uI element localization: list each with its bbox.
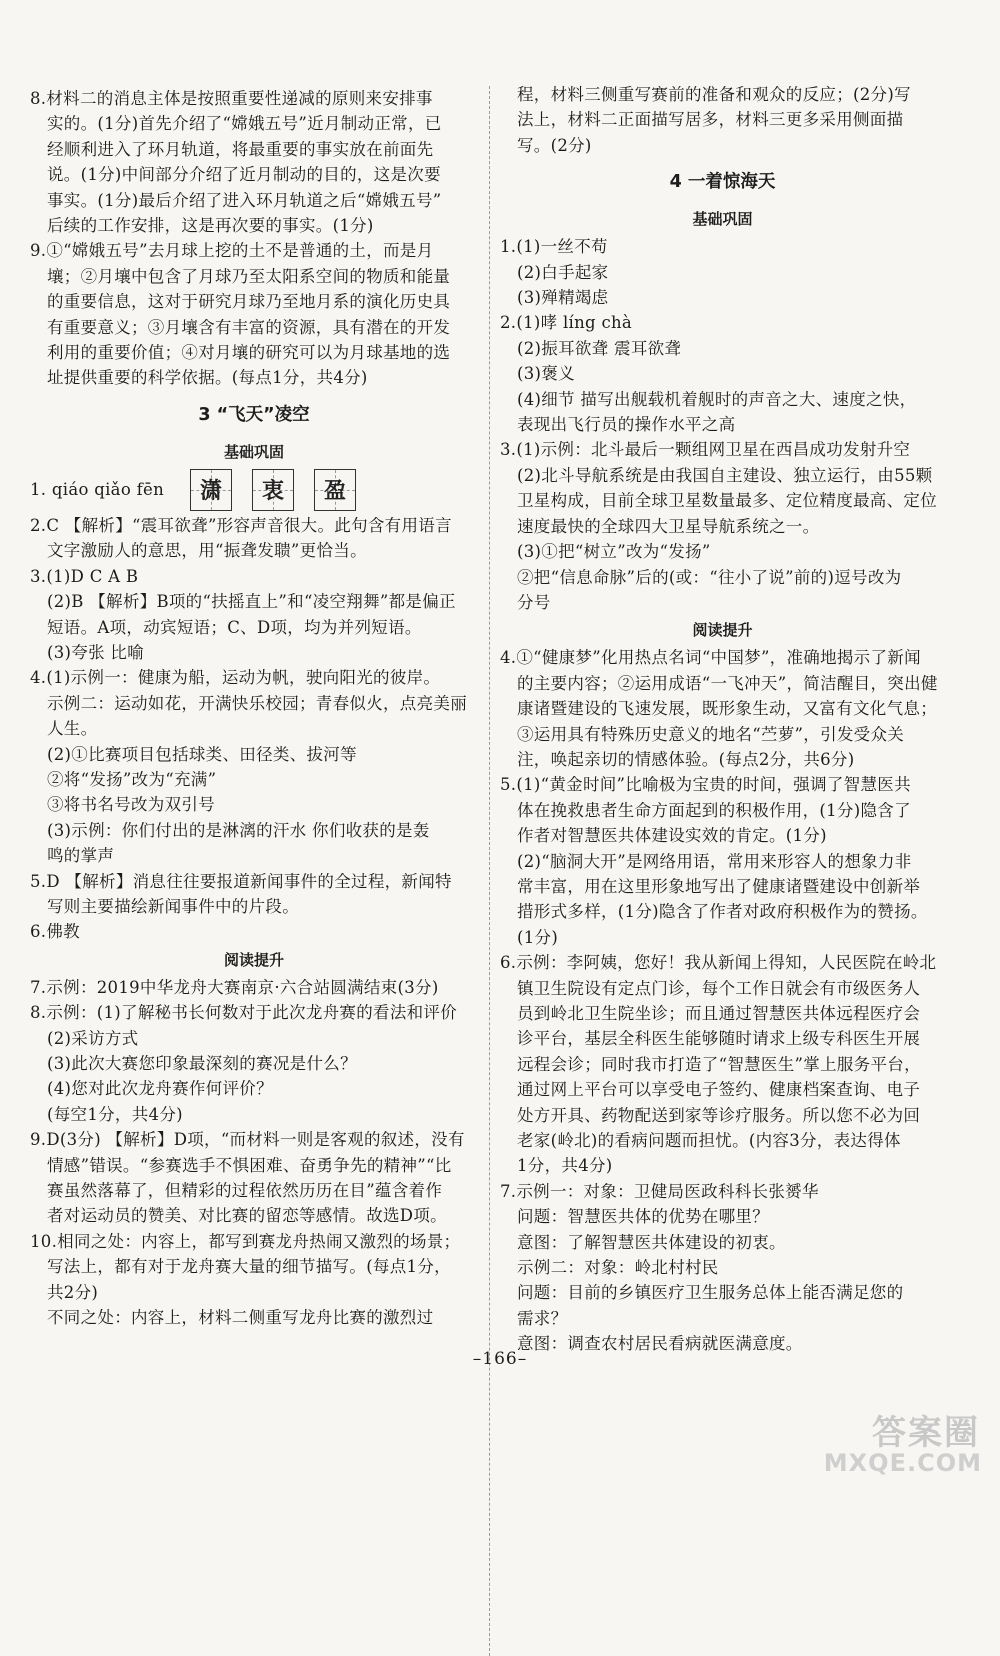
answer-line: 文字激励人的意思，用“振聋发聩”更恰当。: [47, 541, 367, 561]
answer-line: 员到岭北卫生院坐诊；而且通过智慧医共体远程医疗会: [517, 1004, 921, 1023]
text-line: 经顺利进入了环月轨道，将最重要的事实放在前面先: [47, 139, 434, 159]
answer-line: (2)振耳欲聋 震耳欲聋: [517, 338, 682, 358]
answer-line: (3)此次大赛您印象最深刻的赛况是什么？: [47, 1054, 357, 1073]
lesson-3-basic-answers: [30, 513, 478, 945]
answer-line: 常丰富，用在这里形象地写出了健康诸暨建设中创新举: [517, 876, 921, 896]
answer-line: (3)夸张 比喻: [47, 642, 145, 662]
lesson-3-title: 3 “飞天”凌空: [198, 404, 310, 425]
left-column: [30, 86, 478, 1330]
lesson-4-reading-answers: [500, 645, 945, 1356]
answer-line: 诊平台，基层全科医生能够随时请求上级专科医生开展: [517, 1029, 921, 1049]
answer-line: 示例二：运动如花，开满快乐校园；青春似火，点亮美丽: [47, 693, 467, 713]
answer-line: 鸣的掌声: [47, 846, 115, 866]
answer-line: 作者对智慧医共体建设实效的肯定。(1分): [517, 826, 827, 846]
answer-line: (3)示例：你们付出的是淋漓的汗水 你们收获的是轰: [47, 820, 430, 840]
right-column: [500, 82, 945, 1357]
answer-line: 5.(1)“黄金时间”比喻极为宝贵的时间，强调了智慧医共: [500, 775, 911, 795]
text-line: 壤；②月壤中包含了月球乃至太阳系空间的物质和能量: [47, 266, 451, 286]
basic-consolidation-heading: 基础巩固: [223, 442, 284, 461]
answer-line: 短语。A项，动宾短语；C、D项，均为并列短语。: [47, 617, 422, 637]
text-line: 后续的工作安排，这是再次要的事实。(1分): [47, 216, 374, 236]
answer-line: 者对运动员的赞美、对比赛的留恋等感情。故选D项。: [47, 1206, 447, 1226]
character-boxes: [190, 469, 356, 511]
watermark-url: MXQE.COM: [823, 1449, 982, 1477]
answer-line: 7.示例一：对象：卫健局医政科科长张赟华: [500, 1181, 819, 1201]
answer-line: 镇卫生院设有定点门诊，每个工作日就会有市级医务人: [517, 978, 921, 998]
answer-line: (2)采访方式: [47, 1028, 139, 1048]
grid-character: 潇: [199, 479, 222, 505]
q9-answer: [30, 238, 478, 390]
answer-line: 人生。: [47, 719, 98, 739]
answer-line: 注，唤起亲切的情感体验。(每点2分，共6分): [517, 749, 855, 769]
page-number: –166–: [472, 1349, 528, 1369]
answer-line: 6.佛教: [30, 922, 80, 942]
answer-line: (2)“脑洞大开”是网络用语，常用来形容人的想象力非: [517, 851, 912, 871]
lesson-4-basic-answers: [500, 234, 945, 615]
answer-line: (2)B 【解析】B项的“扶摇直上”和“凌空翔舞”都是偏正: [47, 592, 456, 612]
answer-line: 体在挽救患者生命方面起到的积极作用，(1分)隐含了: [517, 800, 911, 820]
answer-line: 卫星构成，目前全球卫星数量最多、定位精度最高、定位: [517, 491, 937, 511]
watermark: [820, 1405, 990, 1485]
answer-line: (2)北斗导航系统是由我国自主建设、独立运行，由55颗: [517, 465, 933, 485]
answer-line: (2)①比赛项目包括球类、田径类、拔河等: [47, 744, 357, 764]
lesson-3-reading-answers: [30, 975, 478, 1331]
text-line: 事实。(1分)最后介绍了进入环月轨道之后“嫦娥五号”: [47, 190, 442, 210]
answer-line: (3)褒义: [517, 364, 575, 384]
text-line: 说。(1分)中间部分介绍了近月制动的目的，这是次要: [47, 165, 441, 185]
text-line: 8.材料二的消息主体是按照重要性递减的原则来安排事: [30, 89, 433, 108]
answer-line: 的主要内容；②运用成语“一飞冲天”，简洁醒目，突出健: [517, 673, 938, 693]
answer-line: 6.示例：李阿姨，您好！我从新闻上得知，人民医院在岭北: [500, 953, 937, 973]
answer-line: 分号: [517, 592, 551, 612]
answer-line: (4)细节 描写出舰载机着舰时的声音之大、速度之快，: [517, 389, 917, 409]
q1-answer: [30, 467, 478, 513]
answer-line: 意图：调查农村居民看病就医满意度。: [517, 1334, 803, 1354]
answer-line: 远程会诊；同时我市打造了“智慧医生”掌上服务平台，: [517, 1054, 921, 1074]
answer-line: 需求？: [517, 1308, 568, 1328]
text-line: 9.①“嫦娥五号”去月球上挖的土不是普通的土，而是月: [30, 241, 434, 261]
answer-line: 2.(1)哮 líng chà: [500, 313, 633, 333]
answer-line: 表现出飞行员的操作水平之高: [517, 415, 736, 435]
answer-line: (每空1分，共4分): [47, 1104, 183, 1124]
character-grid-box: [314, 469, 356, 511]
answer-line: 示例二：对象：岭北村村民: [517, 1258, 719, 1278]
answer-line: 速度最快的全球四大卫星导航系统之一。: [517, 516, 820, 536]
answer-line: 4.①“健康梦”化用热点名词“中国梦”，准确地揭示了新闻: [500, 648, 921, 668]
answer-line: 问题：目前的乡镇医疗卫生服务总体上能否满足您的: [517, 1283, 904, 1303]
answer-line: 康诸暨建设的飞速发展，既形象生动，又富有文化气息；: [517, 699, 937, 719]
character-grid-box: [252, 469, 294, 511]
answer-line: 写。(2分): [517, 135, 592, 155]
column-divider: [489, 86, 490, 1656]
q10-continuation: [500, 82, 945, 158]
answer-line: 3.(1)D C A B: [30, 566, 139, 586]
text-line: 有重要意义；③月壤含有丰富的资源，具有潜在的开发: [47, 317, 451, 337]
text-line: 利用的重要价值；④对月壤的研究可以为月球基地的选: [47, 343, 451, 363]
character-grid-box: [190, 469, 232, 511]
answer-line: 写法上，都有对于龙舟赛大量的细节描写。(每点1分，: [47, 1257, 451, 1277]
answer-line: (2)白手起家: [517, 262, 609, 282]
answer-line: 7.示例：2019中华龙舟大赛南京·六合站圆满结束(3分): [30, 977, 439, 997]
answer-line: 5.D 【解析】消息往往要报道新闻事件的全过程，新闻特: [30, 871, 452, 891]
answer-line: (3)殚精竭虑: [517, 288, 609, 308]
q1-pinyin: 1. qiáo qiǎo fēn: [30, 480, 164, 500]
answer-line: (1分): [517, 927, 559, 947]
answer-line: 通过网上平台可以享受电子签约、健康档案查询、电子: [517, 1080, 921, 1100]
answer-line: ②将“发扬”改为“充满”: [47, 769, 217, 789]
answer-line: 情感”错误。“参赛选手不惧困难、奋勇争先的精神”“比: [47, 1155, 452, 1175]
answer-line: 老家(岭北)的看病问题而担忧。(内容3分，表达得体: [517, 1131, 901, 1151]
answer-line: 1.(1)一丝不苟: [500, 237, 608, 257]
answer-line: ②把“信息命脉”后的(或：“往小了说”前的)逗号改为: [517, 567, 902, 587]
answer-line: 写则主要描绘新闻事件中的片段。: [47, 896, 299, 916]
basic-consolidation-heading: 基础巩固: [692, 210, 753, 229]
answer-line: 1分，共4分): [517, 1156, 613, 1176]
grid-character: 盈: [323, 479, 346, 505]
answer-line: ③将书名号改为双引号: [47, 795, 215, 815]
text-line: 实的。(1分)首先介绍了“嫦娥五号”近月制动正常，已: [47, 114, 442, 134]
answer-line: (4)您对此次龙舟赛作何评价？: [47, 1079, 273, 1099]
text-line: 的重要信息，这对于研究月球乃至地月系的演化历史具: [47, 292, 451, 312]
answer-line: 赛虽然落幕了，但精彩的过程依然历历在目”蕴含着作: [47, 1181, 443, 1201]
grid-character: 衷: [261, 479, 284, 505]
answer-line: (3)①把“树立”改为“发扬”: [517, 542, 711, 562]
answer-line: 不同之处：内容上，材料二侧重写龙舟比赛的激烈过: [47, 1308, 434, 1328]
answer-line: 3.(1)示例：北斗最后一颗组网卫星在西昌成功发射升空: [500, 440, 911, 460]
answer-line: 处方开具、药物配送到家等诊疗服务。所以您不必为回: [517, 1105, 921, 1125]
watermark-logo: 答案圈: [872, 1413, 980, 1453]
answer-line: 问题：智慧医共体的优势在哪里？: [517, 1207, 769, 1227]
q8-answer: [30, 86, 478, 238]
answer-line: 10.相同之处：内容上，都写到赛龙舟热闹又激烈的场景；: [30, 1231, 461, 1251]
answer-line: 措形式多样，(1分)隐含了作者对政府积极作为的赞扬。: [517, 902, 928, 922]
text-line: 址提供重要的科学依据。(每点1分，共4分): [47, 368, 368, 388]
answer-line: 意图：了解智慧医共体建设的初衷。: [517, 1232, 786, 1252]
answer-line: 4.(1)示例一：健康为船，运动为帆，驶向阳光的彼岸。: [30, 668, 441, 688]
answer-line: 8.示例：(1)了解秘书长何数对于此次龙舟赛的看法和评价: [30, 1003, 458, 1023]
lesson-4-title: 4 一着惊海天: [669, 172, 776, 193]
reading-improvement-heading: 阅读提升: [223, 950, 284, 969]
answer-line: 程，材料三侧重写赛前的准备和观众的反应；(2分)写: [517, 85, 911, 104]
reading-improvement-heading: 阅读提升: [692, 621, 753, 640]
answer-line: 法上，材料二正面描写居多，材料三更多采用侧面描: [517, 110, 904, 130]
answer-line: 共2分): [47, 1282, 99, 1302]
answer-line: 9.D(3分) 【解析】D项，“而材料一则是客观的叙述，没有: [30, 1130, 465, 1150]
answer-line: ③运用具有特殊历史意义的地名“苎萝”，引发受众关: [517, 724, 905, 744]
answer-line: 2.C 【解析】“震耳欲聋”形容声音很大。此句含有用语言: [30, 515, 452, 535]
